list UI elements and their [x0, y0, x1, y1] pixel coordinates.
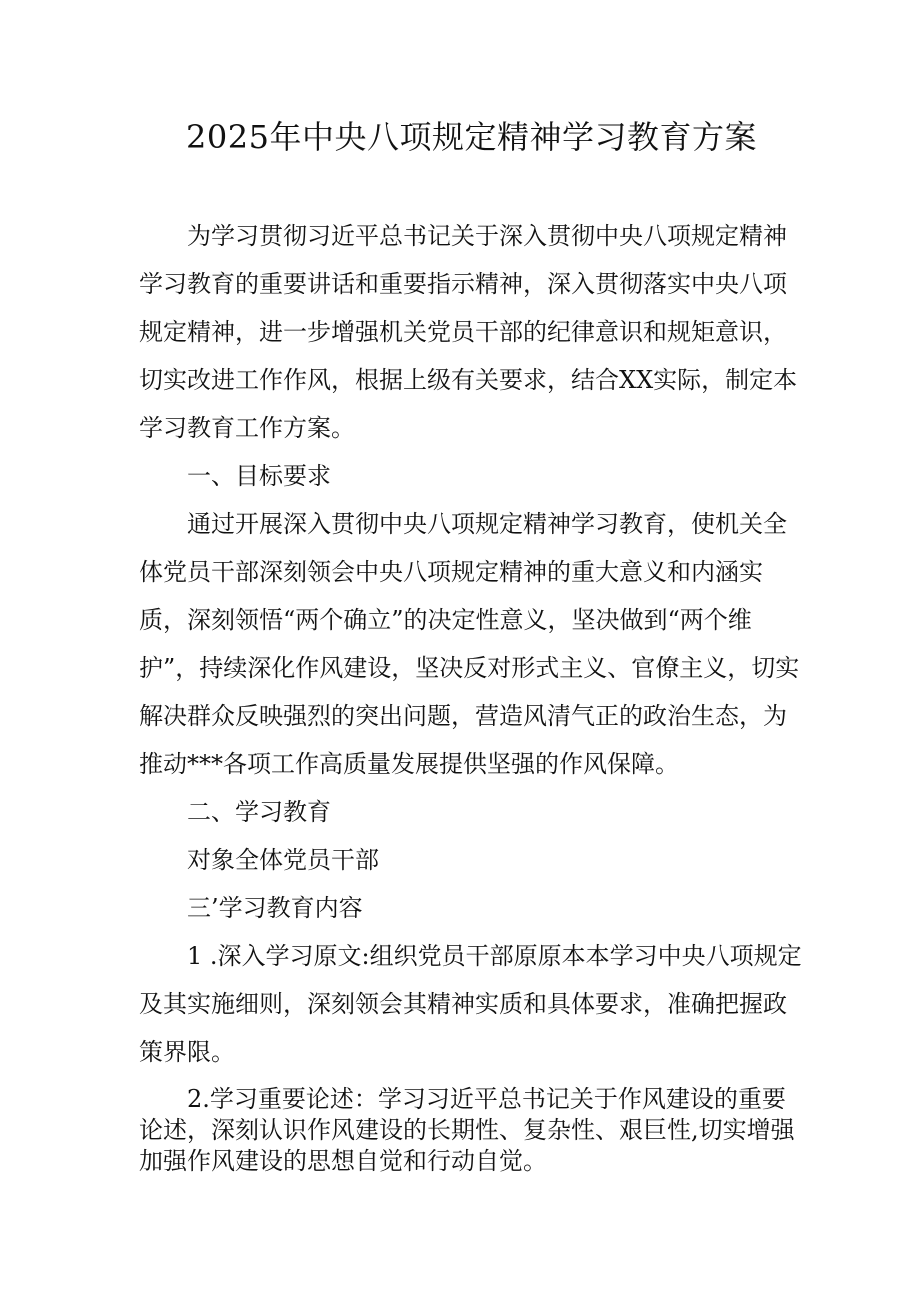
section-1-heading: 一、目标要求: [187, 462, 331, 490]
document-body: [139, 212, 804, 1076]
section-3-heading: 三’学习教育内容: [187, 894, 363, 922]
document-title: 2025年中央八项规定精神学习教育方案: [186, 118, 757, 156]
section-2-heading: 二、学习教育: [187, 798, 331, 826]
content-item-1: 1 .深入学习原文:组织党员干部原原本本学习中央八项规定及其实施细则，深刻领会其精神实质和具体要求，准确把握政策界限。: [139, 942, 802, 1066]
content-item-2: 2.学习重要论述：学习习近平总书记关于作风建设的重要论述，深刻认识作风建设的长期性、复杂性、艰巨性,切实增强加强作风建设的思想自觉和行动自觉。: [139, 1085, 795, 1175]
section-2-subheading: 对象全体党员干部: [187, 846, 379, 874]
content-item-2-block: [139, 1084, 804, 1177]
section-1-paragraph: 通过开展深入贯彻中央八项规定精神学习教育，使机关全体党员干部深刻领会中央八项规定精神的重大意义和内涵实质，深刻领悟“两个确立”的决定性意义，坚决做到“两个维护”，持续深化作风建设，坚决反对形式主义、官僚主义，切实解决群众反映强烈的突出问题，营造风清气正的政治生态，为推动***各项工作高质量发展提供坚强的作风保障。: [139, 510, 800, 778]
intro-paragraph: 为学习贯彻习近平总书记关于深入贯彻中央八项规定精神学习教育的重要讲话和重要指示精神，深入贯彻落实中央八项规定精神，进一步增强机关党员干部的纪律意识和规矩意识，切实改进工作作风，根据上级有关要求，结合XX实际，制定本学习教育工作方案。: [139, 222, 798, 442]
